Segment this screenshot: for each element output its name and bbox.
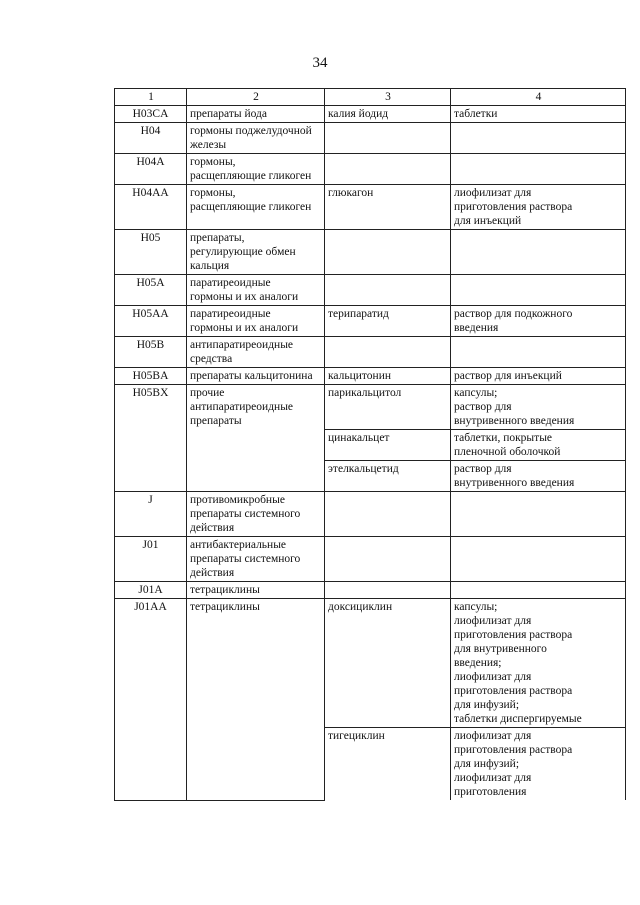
group-name: гормоны, расщепляющие гликоген xyxy=(187,185,325,230)
dosage-form: раствор для внутривенного введения xyxy=(451,461,626,492)
dosage-form: лиофилизат для приготовления раствора для инъекций xyxy=(451,185,626,230)
dosage-form: таблетки, покрытые пленочной оболочкой xyxy=(451,430,626,461)
group-name: тетрациклины xyxy=(187,599,325,801)
drug-name: кальцитонин xyxy=(325,368,451,385)
atc-code: J01AA xyxy=(115,599,187,801)
table-row xyxy=(115,185,626,230)
drug-name xyxy=(325,230,451,275)
drug-name xyxy=(325,492,451,537)
table-row xyxy=(115,306,626,337)
group-name: гормоны, расщепляющие гликоген xyxy=(187,154,325,185)
column-header-3: 3 xyxy=(325,89,451,106)
table-row xyxy=(115,337,626,368)
table-row xyxy=(115,537,626,582)
group-name: препараты йода xyxy=(187,106,325,123)
dosage-form xyxy=(451,154,626,185)
dosage-form xyxy=(451,492,626,537)
group-name: антибактериальные препараты системного действия xyxy=(187,537,325,582)
drug-name: парикальцитол xyxy=(325,385,451,430)
dosage-form: раствор для инъекций xyxy=(451,368,626,385)
drug-name xyxy=(325,582,451,599)
atc-code: J01 xyxy=(115,537,187,582)
page-number: 34 xyxy=(312,55,328,71)
group-name: тетрациклины xyxy=(187,582,325,599)
group-name: препараты, регулирующие обмен кальция xyxy=(187,230,325,275)
atc-code: H05A xyxy=(115,275,187,306)
atc-code: H05BX xyxy=(115,385,187,492)
drug-name xyxy=(325,337,451,368)
drug-name: калия йодид xyxy=(325,106,451,123)
atc-code: H04A xyxy=(115,154,187,185)
group-name: паратиреоидные гормоны и их аналоги xyxy=(187,275,325,306)
atc-code: H05AA xyxy=(115,306,187,337)
drug-name: доксициклин xyxy=(325,599,451,728)
atc-code: H04AA xyxy=(115,185,187,230)
atc-code: J xyxy=(115,492,187,537)
group-name: гормоны поджелудочной железы xyxy=(187,123,325,154)
atc-code: H04 xyxy=(115,123,187,154)
drug-name: тигециклин xyxy=(325,728,451,801)
drug-name: этелкальцетид xyxy=(325,461,451,492)
dosage-form: таблетки xyxy=(451,106,626,123)
drug-name xyxy=(325,275,451,306)
dosage-form: лиофилизат для приготовления раствора для инфузий; лиофилизат для приготовления xyxy=(451,728,626,801)
dosage-form: капсулы; лиофилизат для приготовления раствора для внутривенного введения; лиофилизат для приготовления раствора для инфузий; таблетки диспергируемые xyxy=(451,599,626,728)
dosage-form xyxy=(451,230,626,275)
drug-name: глюкагон xyxy=(325,185,451,230)
atc-code: H05B xyxy=(115,337,187,368)
drug-table xyxy=(114,88,626,801)
table-row xyxy=(115,385,626,430)
drug-name xyxy=(325,537,451,582)
group-name: противомикробные препараты системного действия xyxy=(187,492,325,537)
table-row xyxy=(115,599,626,728)
drug-name xyxy=(325,123,451,154)
drug-name: цинакальцет xyxy=(325,430,451,461)
table-row xyxy=(115,582,626,599)
dosage-form xyxy=(451,537,626,582)
drug-name xyxy=(325,154,451,185)
drug-name: терипаратид xyxy=(325,306,451,337)
table-row xyxy=(115,106,626,123)
column-header-1: 1 xyxy=(115,89,187,106)
table-header-row xyxy=(115,89,626,106)
group-name: препараты кальцитонина xyxy=(187,368,325,385)
dosage-form xyxy=(451,582,626,599)
atc-code: H05 xyxy=(115,230,187,275)
group-name: прочие антипаратиреоидные препараты xyxy=(187,385,325,492)
atc-code: H05BA xyxy=(115,368,187,385)
table-row xyxy=(115,492,626,537)
dosage-form: капсулы; раствор для внутривенного введения xyxy=(451,385,626,430)
atc-code: H03CA xyxy=(115,106,187,123)
dosage-form: раствор для подкожного введения xyxy=(451,306,626,337)
table-row xyxy=(115,123,626,154)
column-header-2: 2 xyxy=(187,89,325,106)
dosage-form xyxy=(451,275,626,306)
table-row xyxy=(115,230,626,275)
table-row xyxy=(115,368,626,385)
column-header-4: 4 xyxy=(451,89,626,106)
group-name: паратиреоидные гормоны и их аналоги xyxy=(187,306,325,337)
table-row xyxy=(115,275,626,306)
atc-code: J01A xyxy=(115,582,187,599)
dosage-form xyxy=(451,337,626,368)
dosage-form xyxy=(451,123,626,154)
table-row xyxy=(115,154,626,185)
group-name: антипаратиреоидные средства xyxy=(187,337,325,368)
